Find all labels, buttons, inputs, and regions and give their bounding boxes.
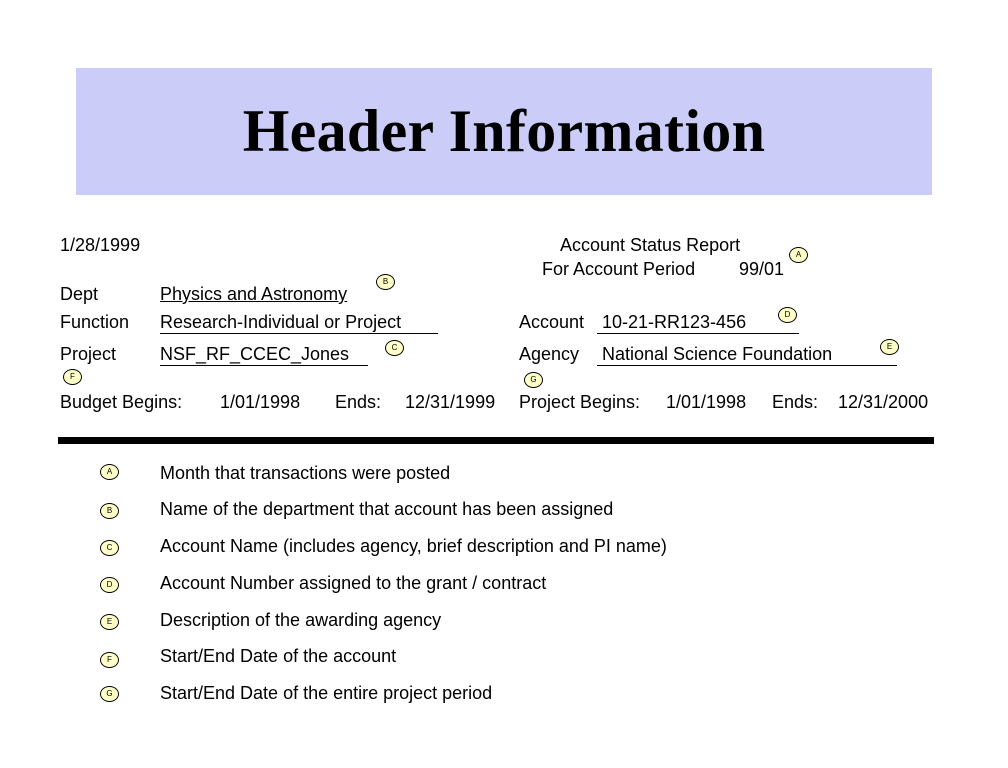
legend-text: Account Number assigned to the grant / contract xyxy=(160,573,547,593)
legend-marker: G xyxy=(100,686,119,702)
function-value: Research-Individual or Project xyxy=(160,312,402,332)
budget-begins-value: 1/01/1998 xyxy=(220,392,301,412)
account-underline xyxy=(597,333,799,334)
marker-g: G xyxy=(524,372,543,388)
function-underline xyxy=(160,333,438,334)
budget-ends-value: 12/31/1999 xyxy=(405,392,496,412)
legend-text: Description of the awarding agency xyxy=(160,610,442,630)
budget-ends-label: Ends: xyxy=(335,392,382,412)
report-date: 1/28/1999 xyxy=(60,235,141,255)
legend-text: Name of the department that account has been assigned xyxy=(160,499,614,519)
legend-marker: D xyxy=(100,577,119,593)
account-label: Account xyxy=(519,312,585,332)
legend-marker: B xyxy=(100,503,119,519)
legend-marker: A xyxy=(100,464,119,480)
report-title: Account Status Report xyxy=(560,235,741,255)
dept-label: Dept xyxy=(60,284,99,304)
marker-e: E xyxy=(880,339,899,355)
legend-text: Start/End Date of the entire project period xyxy=(160,683,493,703)
project-value: NSF_RF_CCEC_Jones xyxy=(160,344,350,364)
project-label: Project xyxy=(60,344,117,364)
project-ends-label: Ends: xyxy=(772,392,819,412)
legend-text: Account Name (includes agency, brief description and PI name) xyxy=(160,536,667,556)
agency-value: National Science Foundation xyxy=(602,344,833,364)
project-underline xyxy=(160,365,368,366)
account-value: 10-21-RR123-456 xyxy=(602,312,747,332)
function-label: Function xyxy=(60,312,130,332)
agency-label: Agency xyxy=(519,344,580,364)
title-banner xyxy=(76,68,932,195)
legend-marker: E xyxy=(100,614,119,630)
budget-begins-label: Budget Begins: xyxy=(60,392,183,412)
marker-c: C xyxy=(385,340,404,356)
marker-f: F xyxy=(63,369,82,385)
marker-a: A xyxy=(789,247,808,263)
project-begins-value: 1/01/1998 xyxy=(666,392,747,412)
marker-d: D xyxy=(778,307,797,323)
legend-text: Month that transactions were posted xyxy=(160,463,451,483)
divider-rule xyxy=(58,437,934,444)
legend-marker: F xyxy=(100,652,119,668)
project-ends-value: 12/31/2000 xyxy=(838,392,929,412)
agency-underline xyxy=(597,365,897,366)
marker-b: B xyxy=(376,274,395,290)
legend-text: Start/End Date of the account xyxy=(160,646,397,666)
page-title: Header Information xyxy=(242,98,766,164)
period-label: For Account Period xyxy=(542,259,696,279)
project-begins-label: Project Begins: xyxy=(519,392,641,412)
legend-marker: C xyxy=(100,540,119,556)
dept-value: Physics and Astronomy xyxy=(160,284,348,304)
period-value: 99/01 xyxy=(739,259,785,279)
